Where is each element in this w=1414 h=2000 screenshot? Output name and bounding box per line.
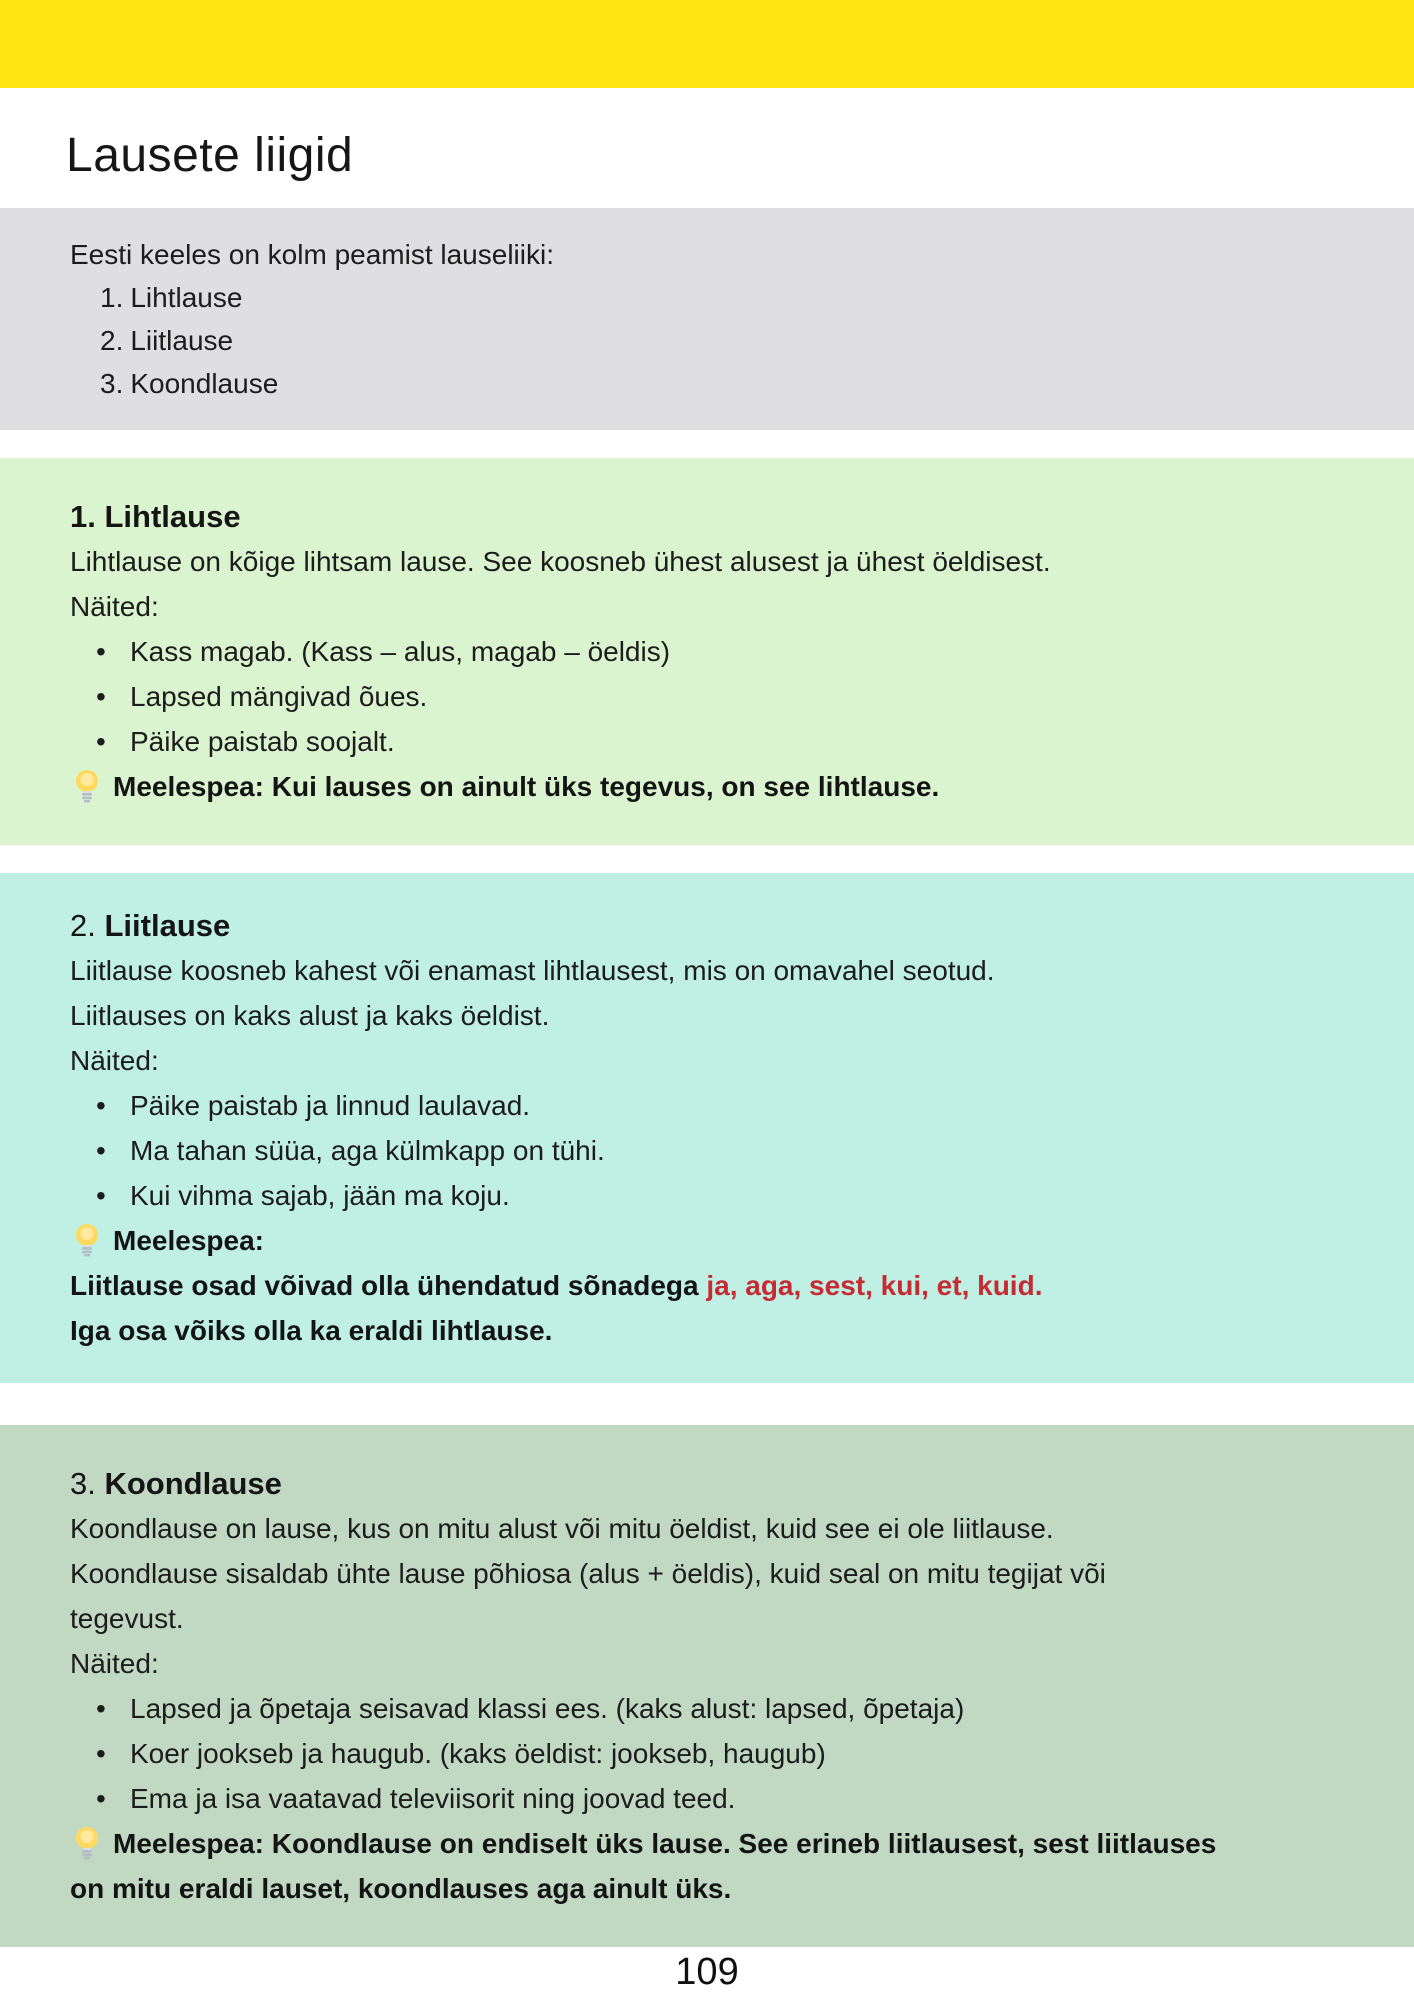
note-text: Meelespea: Koondlause on endiselt üks lause. See erineb liitlausest, sest liitlauses (113, 1828, 1217, 1859)
note-line (70, 1308, 1344, 1353)
note-text: Iga osa võiks olla ka eraldi lihtlause. (70, 1315, 553, 1346)
note-line (70, 764, 1344, 809)
list-item-label: Liitlause (130, 325, 234, 356)
section-heading (70, 1461, 1344, 1506)
section-heading-number: 1. (70, 499, 96, 534)
section-heading (70, 494, 1344, 539)
section-description (70, 1551, 1344, 1641)
lightbulb-icon (74, 1826, 100, 1860)
sentence-type-list (70, 276, 1344, 405)
lightbulb-icon (74, 1223, 100, 1257)
description-line: tegevust. (70, 1603, 184, 1634)
lightbulb-icon (74, 769, 100, 803)
example-item: • Ema ja isa vaatavad televiisorit ning joovad teed. (70, 1776, 1344, 1821)
section-description: Lihtlause on kõige lihtsam lause. See koosneb ühest alusest ja ühest öeldisest. (70, 546, 1051, 577)
list-item-label: Lihtlause (130, 282, 243, 313)
example-item: • Kui vihma sajab, jään ma koju. (70, 1173, 1344, 1218)
description-line: Koondlause sisaldab ühte lause põhiosa (alus + öeldis), kuid seal on mitu tegijat või (70, 1558, 1106, 1589)
section-heading (70, 903, 1344, 948)
example-item: • Kass magab. (Kass – alus, magab – öeldis) (70, 629, 1344, 674)
section-description: Koondlause on lause, kus on mitu alust või mitu öeldist, kuid see ei ole liitlause. (70, 1513, 1054, 1544)
header-bar (0, 0, 1414, 88)
list-item-label: Koondlause (130, 368, 279, 399)
note-text: on mitu eraldi lauset, koondlauses aga ainult üks. (70, 1873, 732, 1904)
example-item: • Päike paistab ja linnud laulavad. (70, 1083, 1344, 1128)
note-line (70, 1263, 1344, 1308)
examples-list (70, 1686, 1344, 1821)
section-liitlause (0, 873, 1414, 1383)
page-number: 109 (675, 1951, 739, 1993)
example-item: • Ma tahan süüa, aga külmkapp on tühi. (70, 1128, 1344, 1173)
conjunction-words: ja, aga, sest, kui, et, kuid. (706, 1270, 1043, 1301)
example-item: • Päike paistab soojalt. (70, 719, 1344, 764)
example-item: • Koer jookseb ja haugub. (kaks öeldist: jookseb, haugub) (70, 1731, 1344, 1776)
list-item-number: 1. (100, 282, 124, 313)
section-description: Liitlauses on kaks alust ja kaks öeldist. (70, 1000, 550, 1031)
section-koondlause (0, 1425, 1414, 1947)
list-item-number: 3. (100, 368, 124, 399)
note-text: Meelespea: Kui lauses on ainult üks tegevus, on see lihtlause. (113, 771, 940, 802)
note-text: Meelespea: (113, 1225, 264, 1256)
note-text: Liitlause osad võivad olla ühendatud sõnadega (70, 1270, 707, 1301)
examples-list (70, 629, 1344, 764)
list-item (100, 362, 1344, 405)
examples-label: Näited: (70, 1648, 159, 1679)
list-item-number: 2. (100, 325, 124, 356)
example-item: • Lapsed ja õpetaja seisavad klassi ees. (kaks alust: lapsed, õpetaja) (70, 1686, 1344, 1731)
example-item: • Lapsed mängivad õues. (70, 674, 1344, 719)
section-heading-label: Liitlause (104, 908, 231, 943)
intro-text: Eesti keeles on kolm peamist lauseliiki: (70, 239, 554, 270)
note-line (70, 1821, 1344, 1866)
section-heading-label: Lihtlause (104, 499, 241, 534)
note-line (70, 1866, 1344, 1911)
intro-box (0, 208, 1414, 430)
note-line (70, 1218, 1344, 1263)
examples-list (70, 1083, 1344, 1218)
section-heading-label: Koondlause (104, 1466, 282, 1501)
list-item (100, 319, 1344, 362)
section-heading-number: 2. (70, 908, 96, 943)
section-description: Liitlause koosneb kahest või enamast lihtlausest, mis on omavahel seotud. (70, 955, 995, 986)
section-heading-number: 3. (70, 1466, 96, 1501)
examples-label: Näited: (70, 1045, 159, 1076)
section-lihtlause (0, 458, 1414, 845)
examples-label: Näited: (70, 591, 159, 622)
list-item (100, 276, 1344, 319)
page-title: Lausete liigid (66, 129, 354, 182)
